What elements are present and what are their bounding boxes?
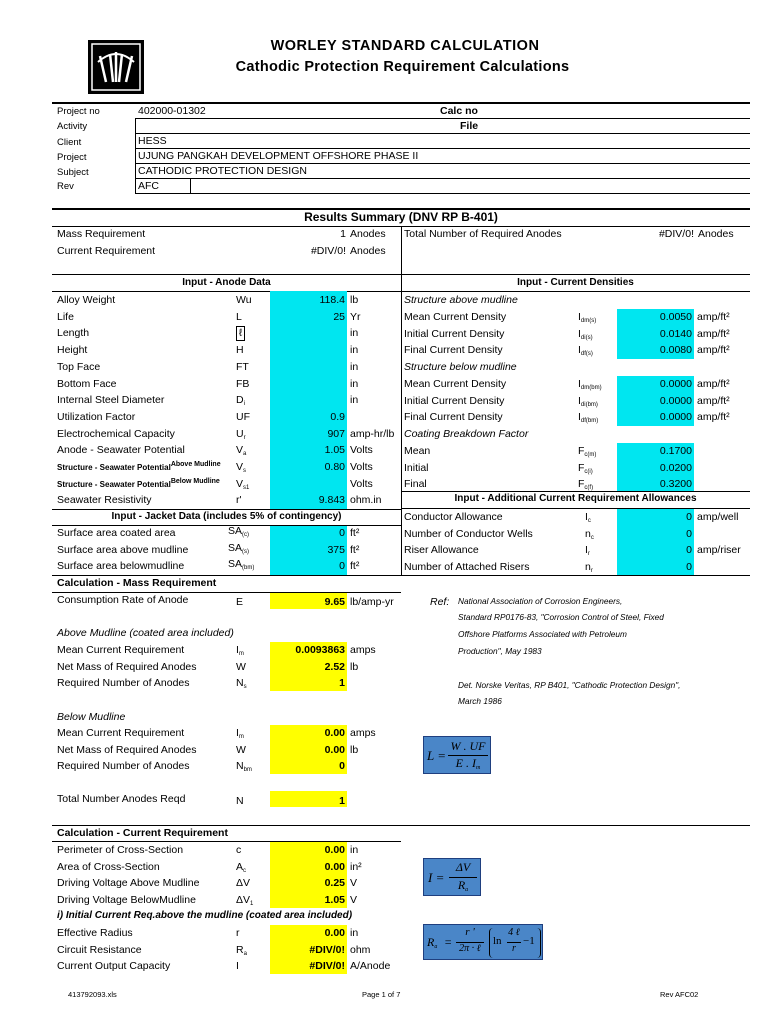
anode-row-unit: in: [350, 394, 359, 406]
allowance-row-unit: amp/well: [697, 511, 739, 523]
page-subtitle: Cathodic Protection Requirement Calculations: [235, 59, 570, 75]
current-req-value: #DIV/0!: [310, 245, 346, 257]
footer-rev: Rev AFC02: [660, 990, 699, 999]
anode-row-unit: Volts: [350, 444, 373, 456]
subject-value: CATHODIC PROTECTION DESIGN: [138, 165, 307, 177]
density-row-symbol: $I_{df(s)}$: [578, 344, 593, 358]
mass-row-symbol: W: [236, 660, 246, 673]
density-row-label: Initial Current Density: [404, 394, 505, 407]
anode-row-symbol: $U_r$: [236, 428, 246, 441]
total-anodes-unit: Anodes: [698, 228, 734, 240]
density-row-value: 0.0000: [659, 394, 692, 407]
density-row-value: 0.0000: [659, 411, 692, 424]
mass-row-value: 1: [339, 677, 345, 690]
formula-current-output: I = ΔV $R_a$: [423, 858, 481, 896]
anode-row-symbol: L: [236, 311, 242, 323]
allowance-row-unit: amp/riser: [697, 544, 741, 556]
formula-circuit-resistance: $R_a$ = r ' 2π · ℓ ln 4 ℓ r −1: [423, 924, 543, 960]
density-row-label: Mean Current Density: [404, 378, 507, 390]
anode-row-unit: lb: [350, 294, 359, 306]
density-row-symbol: $I_{df(bm)}$: [578, 411, 599, 425]
mass-row-label: Mean Current Requirement: [57, 727, 185, 739]
density-row-unit: amp/ft²: [697, 394, 730, 407]
current-row-symbol: c: [236, 844, 242, 856]
anode-row-unit: in: [350, 344, 359, 356]
density-row-value: 0.3200: [659, 478, 692, 491]
project-value: UJUNG PANGKAH DEVELOPMENT OFFSHORE PHASE II: [138, 150, 419, 162]
density-row-value: 0.0140: [659, 327, 692, 340]
mass-above-label: Above Mudline (coated area included): [57, 627, 234, 639]
allowance-row-symbol: $I_c$: [585, 511, 591, 524]
density-row-symbol: $I_{dm(bm)}$: [578, 378, 602, 391]
mass-row-symbol: $N_s$: [236, 677, 247, 691]
rev-label: Rev: [57, 181, 74, 192]
jacket-row-unit: ft²: [350, 543, 360, 556]
jacket-row-unit: ft²: [350, 560, 360, 572]
reference-line: Standard RP0176-83, "Corrosion Control of Steel, Fixed: [458, 612, 664, 622]
mass-req-unit: Anodes: [350, 228, 386, 240]
allowance-row-value: 0: [686, 560, 692, 573]
density-row-unit: amp/ft²: [697, 411, 730, 424]
current-row-label: Driving Voltage Above Mudline: [57, 877, 200, 889]
density-row-symbol: $F_{c(f)}$: [578, 478, 594, 492]
current-row-symbol: $R_a$: [236, 943, 247, 957]
anode-row-label: Length: [57, 327, 90, 339]
anode-row-value: 25: [333, 311, 345, 323]
consumption-label: Consumption Rate of Anode: [57, 594, 189, 606]
anode-row-unit: Volts: [350, 461, 373, 473]
mass-row-unit: amps: [350, 727, 376, 739]
current-row-symbol: $A_c$: [236, 860, 247, 874]
allowance-row-label: Riser Allowance: [404, 544, 479, 556]
allowance-row-value: 0: [686, 511, 692, 523]
jacket-row-label: Surface area coated area: [57, 527, 176, 539]
anode-row-value: 9.843: [318, 494, 345, 506]
reference-line: Production", May 1983: [458, 646, 542, 656]
current-req-label: Current Requirement: [57, 245, 156, 257]
anode-row-unit: in: [350, 327, 359, 339]
mass-row-label: Required Number of Anodes: [57, 677, 190, 690]
current-req-unit: Anodes: [350, 245, 386, 257]
allowance-row-value: 0: [686, 527, 692, 540]
current-row-symbol: r: [236, 927, 240, 939]
jacket-data-title: Input - Jacket Data (includes 5% of contingency): [111, 511, 342, 522]
anode-row-value: 907: [327, 428, 345, 440]
anode-row-unit: ohm.in: [350, 494, 382, 506]
anode-row-symbol: UF: [236, 411, 250, 423]
mass-row-unit: lb: [350, 743, 359, 756]
mass-row-label: Mean Current Requirement: [57, 644, 185, 656]
anode-row-value: 0.9: [330, 411, 345, 423]
current-row-value: 0.00: [324, 860, 345, 873]
mass-row-symbol: W: [236, 743, 246, 756]
density-row-value: 0.0080: [659, 344, 692, 357]
footer-filename: 413792093.xls: [68, 990, 117, 999]
allowance-row-label: Conductor Allowance: [404, 511, 503, 523]
density-row-symbol: $F_{c(i)}$: [578, 461, 593, 475]
initial-current-section-label: i) Initial Current Req.above the mudline (coated area included): [57, 910, 353, 921]
mass-row-unit: amps: [350, 644, 376, 656]
total-anodes-reqd-value: 1: [339, 795, 345, 807]
current-row-symbol: ΔV: [236, 877, 251, 889]
current-row-value: #DIV/0!: [309, 960, 345, 972]
density-row-label: Mean Current Density: [404, 311, 507, 323]
current-row-value: #DIV/0!: [309, 943, 345, 956]
anode-row-label: Bottom Face: [57, 378, 117, 390]
allowances-title: Input - Additional Current Requirement Allowances: [454, 493, 697, 504]
density-row-symbol: $I_{dm(s)}$: [578, 311, 597, 324]
anode-row-symbol: ℓ: [236, 326, 245, 341]
anode-row-label: Alloy Weight: [57, 294, 116, 306]
current-row-label: Effective Radius: [57, 927, 133, 939]
jacket-row-value: 0: [339, 527, 345, 539]
density-row-unit: amp/ft²: [697, 327, 730, 340]
rev-value: AFC: [138, 180, 159, 192]
mass-row-value: 0.0093863: [295, 644, 345, 656]
current-row-symbol: I: [236, 960, 239, 972]
anode-row-symbol: FB: [236, 378, 250, 390]
mass-row-label: Net Mass of Required Anodes: [57, 743, 197, 756]
current-row-label: Circuit Resistance: [57, 943, 142, 956]
formula-anode-life: L = W . UF E . $I_m$: [423, 736, 491, 774]
mass-row-symbol: $I_m$: [236, 727, 244, 740]
current-row-symbol: $\Delta V_1$: [236, 893, 254, 907]
anode-row-unit: Yr: [350, 311, 361, 323]
above-mudline-label: Structure above mudline: [404, 294, 518, 306]
density-row-label: Final Current Density: [404, 344, 503, 357]
anode-row-symbol: H: [236, 344, 244, 356]
current-row-value: 0.00: [324, 844, 345, 856]
anode-row-symbol: FT: [236, 361, 249, 373]
total-anodes-value: #DIV/0!: [658, 228, 694, 240]
allowance-row-label: Number of Conductor Wells: [404, 527, 533, 540]
jacket-row-label: Surface area above mudline: [57, 543, 189, 556]
allowance-row-label: Number of Attached Risers: [404, 560, 530, 573]
mass-req-value: 1: [340, 228, 346, 240]
anode-row-label: Internal Steel Diameter: [57, 394, 165, 406]
current-row-unit: in: [350, 927, 359, 939]
consumption-unit: lb/amp-yr: [350, 596, 394, 608]
density-row-label: Mean: [404, 445, 431, 457]
mass-row-value: 0.00: [324, 727, 345, 739]
anode-row-label: Structure - Seawater PotentialAbove Mudline: [57, 461, 221, 472]
current-calc-title: Calculation - Current Requirement: [57, 827, 228, 839]
allowance-row-symbol: $I_r$: [585, 544, 590, 557]
current-row-label: Perimeter of Cross-Section: [57, 844, 184, 856]
anode-row-label: Height: [57, 344, 88, 356]
density-row-unit: amp/ft²: [697, 344, 730, 357]
anode-row-unit: in: [350, 361, 359, 373]
jacket-row-value: 0: [339, 560, 345, 572]
anode-row-symbol: $V_s$: [236, 461, 247, 474]
mass-row-unit: lb: [350, 660, 359, 673]
footer-page: Page 1 of 7: [362, 990, 401, 999]
jacket-row-label: Surface area belowmudline: [57, 560, 185, 572]
mass-req-label: Mass Requirement: [57, 228, 146, 240]
reference-line: National Association of Corrosion Engineers,: [458, 596, 623, 606]
anode-data-title: Input - Anode Data: [182, 277, 271, 288]
jacket-row-symbol: $SA_{(s)}$: [228, 541, 250, 555]
anode-row-value: 118.4: [319, 294, 345, 306]
allowance-row-value: 0: [686, 544, 692, 556]
allowance-row-symbol: $n_c$: [585, 527, 594, 541]
current-row-value: 1.05: [324, 893, 345, 906]
mass-row-value: 0.00: [324, 743, 345, 756]
density-row-symbol: $I_{di(s)}$: [578, 327, 593, 341]
density-row-value: 0.0200: [659, 461, 692, 474]
reference-line: Offshore Platforms Associated with Petroleum: [458, 629, 627, 639]
current-row-unit: A/Anode: [350, 960, 391, 972]
reference-line: Det. Norske Veritas, RP B401, "Cathodic Protection Design",: [458, 680, 681, 690]
client-label: Client: [57, 137, 82, 148]
results-title: Results Summary (DNV RP B-401): [304, 210, 498, 224]
anode-row-label: Electrochemical Capacity: [57, 428, 175, 440]
anode-row-unit: in: [350, 378, 359, 390]
density-row-label: Initial: [404, 461, 429, 474]
consumption-sym: E: [236, 596, 244, 608]
calc-no-label: Calc no: [440, 105, 478, 117]
activity-label: Activity: [57, 121, 88, 132]
density-row-symbol: $I_{di(bm)}$: [578, 394, 598, 408]
ref-label: Ref:: [430, 596, 450, 608]
anode-row-label: Anode - Seawater Potential: [57, 444, 185, 456]
anode-row-symbol: $V_{s1}$: [236, 478, 250, 491]
density-row-value: 0.0000: [659, 378, 692, 390]
density-row-unit: amp/ft²: [697, 311, 730, 323]
anode-row-unit: amp-hr/lb: [350, 428, 395, 440]
mass-row-symbol: $I_m$: [236, 644, 244, 657]
anode-row-value: 0.80: [324, 461, 345, 473]
anode-row-label: Structure - Seawater PotentialBelow Mudline: [57, 478, 220, 489]
mass-row-symbol: $N_{bm}$: [236, 760, 252, 774]
project-no-value: 402000-01302: [138, 105, 206, 117]
density-row-label: Final Current Density: [404, 411, 503, 424]
jacket-row-symbol: $SA_{(bm)}$: [228, 558, 255, 571]
current-row-label: Area of Cross-Section: [57, 860, 160, 873]
project-label: Project: [57, 152, 87, 163]
current-row-value: 0.00: [324, 927, 345, 939]
current-row-unit: in: [350, 844, 359, 856]
anode-row-symbol: r': [236, 494, 242, 506]
anode-row-label: Utilization Factor: [57, 411, 136, 423]
total-anodes-label: Total Number of Required Anodes: [404, 228, 562, 240]
reference-line: March 1986: [458, 696, 502, 706]
current-row-label: Driving Voltage BelowMudline: [57, 893, 196, 906]
mass-row-label: Net Mass of Required Anodes: [57, 660, 197, 673]
total-anodes-reqd-sym: N: [236, 795, 244, 807]
current-row-unit: V: [350, 893, 358, 906]
project-no-label: Project no: [57, 106, 100, 117]
anode-row-unit: Volts: [350, 478, 373, 490]
current-densities-title: Input - Current Densities: [517, 277, 634, 288]
allowance-row-symbol: $n_r$: [585, 560, 593, 574]
jacket-row-unit: ft²: [350, 527, 360, 539]
anode-row-label: Seawater Resistivity: [57, 494, 152, 506]
subject-label: Subject: [57, 167, 89, 178]
mass-row-label: Required Number of Anodes: [57, 760, 190, 773]
anode-row-symbol: $V_a$: [236, 444, 247, 457]
anode-row-label: Top Face: [57, 361, 101, 373]
density-row-symbol: $F_{c(m)}$: [578, 445, 597, 458]
jacket-row-value: 375: [327, 543, 345, 556]
current-row-unit: V: [350, 877, 358, 889]
anode-row-symbol: Wu: [236, 294, 252, 306]
current-row-unit: in²: [350, 860, 362, 873]
mass-calc-title: Calculation - Mass Requirement: [57, 577, 217, 589]
jacket-row-symbol: $SA_{(c)}$: [228, 525, 250, 538]
file-label: File: [460, 120, 479, 132]
below-mudline-label: Structure below mudline: [404, 361, 517, 373]
company-logo: [88, 40, 144, 94]
total-anodes-reqd-label: Total Number Anodes Reqd: [57, 793, 186, 805]
current-row-unit: ohm: [350, 943, 371, 956]
density-row-label: Initial Current Density: [404, 327, 505, 340]
anode-row-label: Life: [57, 311, 74, 323]
current-row-value: 0.25: [324, 877, 345, 889]
consumption-value: 9.65: [324, 596, 345, 608]
mass-below-label: Below Mudline: [57, 711, 126, 723]
anode-row-value: 1.05: [324, 444, 345, 456]
density-row-value: 0.1700: [659, 445, 692, 457]
current-row-label: Current Output Capacity: [57, 960, 171, 972]
coating-breakdown-label: Coating Breakdown Factor: [404, 428, 529, 440]
density-row-value: 0.0050: [659, 311, 692, 323]
page-title: WORLEY STANDARD CALCULATION: [270, 38, 540, 54]
anode-row-symbol: $D_i$: [236, 394, 245, 407]
client-value: HESS: [138, 135, 167, 147]
density-row-label: Final: [404, 478, 427, 491]
mass-row-value: 2.52: [324, 660, 345, 673]
density-row-unit: amp/ft²: [697, 378, 730, 390]
mass-row-value: 0: [339, 760, 345, 773]
